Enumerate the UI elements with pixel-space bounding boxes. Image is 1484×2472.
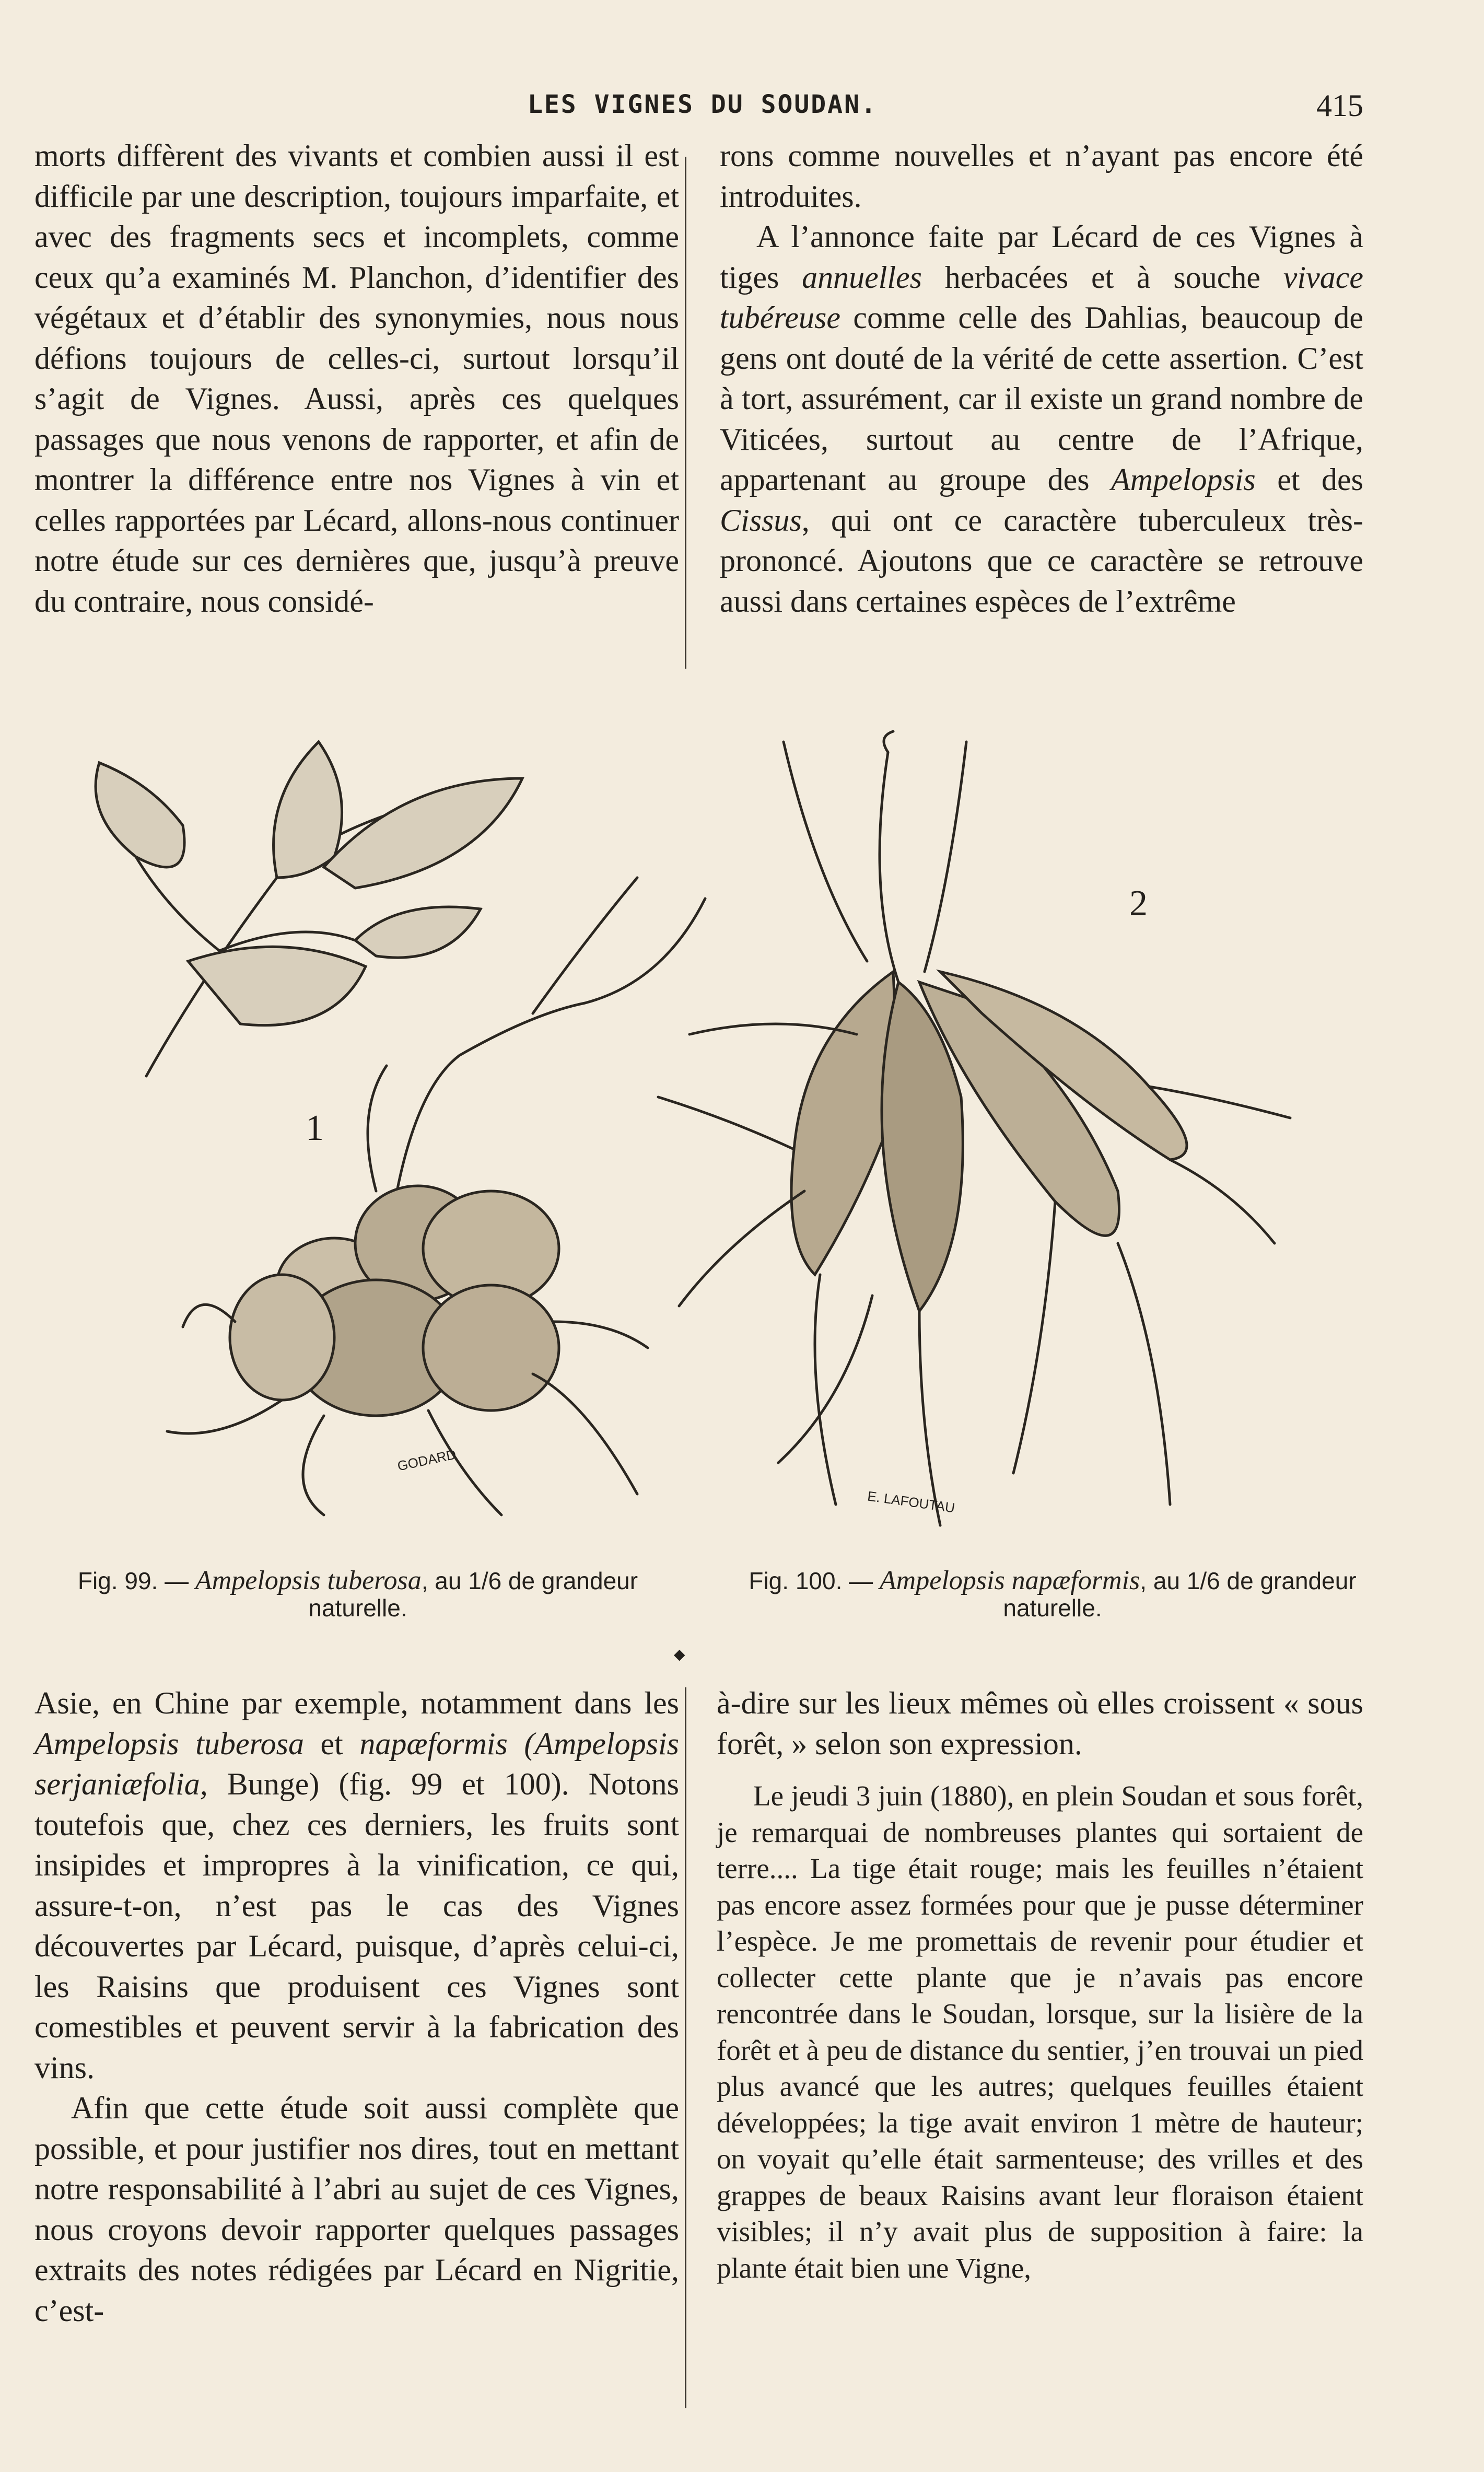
ornament: ◆ [674,1647,685,1663]
page-number: 415 [1316,88,1363,123]
figure-99-number: 1 [306,1108,324,1148]
figure-99-engraver-signature: GODARD [396,1446,458,1474]
bottom-right-column [717,1683,1363,2286]
paragraph: A l’annonce faite par Lécard de ces Vignes à tiges annuelles herbacées et à souche vivace tubéreuse comme celle des Dahlias, beaucoup de gens ont douté de la vérité de cette assertion. C’est à tort, assurément, car il existe un grand nombre de Viticées, surtout au centre de l’Afrique, appartenant au groupe des Ampelopsis et des Cissus, qui ont ce caractère tuberculeux très-prononcé. Ajoutons que ce caractère se retrouve aussi dans certaines espèces de l’extrême [720,219,1363,619]
paragraph: Afin que cette étude soit aussi complète que possible, et pour justifier nos dires, tout en mettant notre responsabilité à l’abri au sujet de ces Vignes, nous croyons devoir rapporter quelques passages extraits des notes rédigées par Lécard en Nigritie, c’est- [34,2091,679,2328]
column-rule-bottom [685,1687,686,2408]
column-rule-top [685,157,686,669]
quoted-passage: Le jeudi 3 juin (1880), en plein Soudan et sous forêt, je remarquai de nombreuses plantes qui sortaient de terre.... La tige était rouge; mais les feuilles n’étaient pas encore assez formées pour que je pusse déterminer l’espèce. Je me promettais de revenir pour étudier et collecter cette plante que je n’avais pas encore rencontrée dans le Soudan, lorsque, sur la lisière de la forêt et à peu de distance du sentier, j’en trouvai un pied plus avancé que les autres; quelques feuilles étaient développées; la tige avait environ 1 mètre de hauteur; on voyait qu’elle était sarmenteuse; des vrilles et des grappes de beaux Raisins avant leur floraison étaient visibles; il n’y avait plus de supposition à faire: la plante était bien une Vigne, [717,1780,1363,2284]
paragraph: à-dire sur les lieux mêmes où elles croissent « sous forêt, » selon son expression. [717,1686,1363,1761]
figure-100-number: 2 [1129,883,1148,924]
figure-99-caption: Fig. 99. — Ampelopsis tuberosa, au 1/6 de grandeur naturelle. [77,1566,638,1622]
figure-100-caption: Fig. 100. — Ampelopsis napæformis, au 1/6 de grandeur naturelle. [749,1566,1357,1622]
figure-99-illustration [63,721,721,1546]
figure-100-engraver-signature: E. LAFOUTAU [866,1488,956,1516]
running-title: LES VIGNES DU SOUDAN. [528,90,878,119]
bottom-left-column [34,1683,679,2331]
figure-100-illustration [648,721,1327,1546]
paragraph: rons comme nouvelles et n’ayant pas encore été introduites. [720,138,1363,214]
top-right-column [720,136,1363,622]
paragraph: Asie, en Chine par exemple, notamment dans les Ampelopsis tuberosa et napæformis (Ampelopsis serjaniæfolia, Bunge) (fig. 99 et 100). Notons toutefois que, chez ces derniers, les fruits sont insipides et impropres à la vinification, ce qui, assure-t-on, n’est pas le cas des Vignes découvertes par Lécard, puisque, d’après celui-ci, les Raisins que produisent ces Vignes sont comestibles et peuvent servir à la fabrication des vins. [34,1686,679,2085]
paragraph: morts diffèrent des vivants et combien aussi il est difficile par une description, toujours imparfaite, et avec des fragments secs et incomplets, comme ceux qu’a examinés M. Planchon, d’identifier des végétaux et d’établir des synonymies, nous nous défions toujours de celles-ci, surtout lorsqu’il s’agit de Vignes. Aussi, après ces quelques passages que nous venons de rapporter, et afin de montrer la différence entre nos Vignes à vin et celles rapportées par Lécard, allons-nous continuer notre étude sur ces dernières que, jusqu’à preuve du contraire, nous considé- [34,138,679,619]
top-left-column [34,136,679,622]
running-header [0,90,1484,126]
